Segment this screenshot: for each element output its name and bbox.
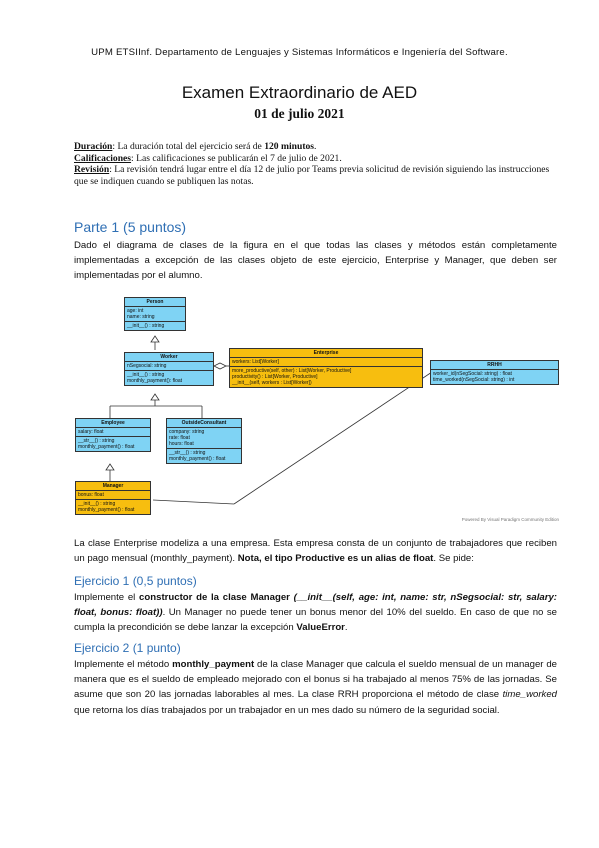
enterprise-description: La clase Enterprise modeliza a una empresa. Esta empresa consta de un conjunto de trabajadores que reciben un pago mensual (monthly_payment). Nota, el tipo Productive es un alias de float. Se pide:	[74, 538, 557, 565]
inherit-worker-arrow	[151, 394, 159, 400]
class-person: Person age: int name: string __init__() : string	[124, 297, 186, 331]
ejercicio1-text: Implemente el constructor de la clase Manager (__init__(self, age: int, name: str, nSegsocial: str, salary: float, bonus: float)). Un Manager no puede tener un bonus menor del 10% del sueldo. En caso de que no se cumpla la precondición se debe lanzar la excepción ValueError.	[74, 592, 558, 634]
class-rrhh: RRHH worker_id(nSegSocial: string) : float time_worked(nSegSocial: string) : int	[430, 360, 559, 385]
class-diagram	[74, 292, 559, 524]
class-enterprise: Enterprise workers: List[Worker] more_productive(self, other) : List[Worker, Productive] productivity() : List[Worker, Productive] __init__(self, workers : List[Worker])	[229, 348, 423, 388]
page-header: UPM ETSIInf. Departamento de Lenguajes y Sistemas Informáticos e Ingeniería del Software.	[91, 47, 508, 58]
inherit-person-arrow	[151, 336, 159, 342]
dependency-line	[234, 372, 432, 504]
exam-date: 01 de julio 2021	[254, 106, 345, 121]
class-employee: Employee salary: float __str__() : string monthly_payment() : float	[75, 418, 151, 452]
exam-title: Examen Extraordinario de AED	[181, 83, 418, 102]
parte1-intro: Dado el diagrama de clases de la figura en el que todas las clases y métodos están completamente implementadas a excepción de las clases objeto de este ejercicio, Enterprise y Manager, que deben ser implementadas por el alumno.	[74, 240, 557, 282]
exam-info	[74, 141, 557, 187]
parte1-heading: Parte 1 (5 puntos)	[74, 219, 187, 235]
class-outside-consultant: OutsideConsultant company: string rate: float hours: float __str__() : string monthly_payment() : float	[166, 418, 242, 464]
diagram-credit: Powered By Visual Paradigm Community Edition	[461, 517, 559, 522]
duration-line: Duración: La duración total del ejercicio será de 120 minutos.	[74, 141, 317, 152]
ejercicio1-heading: Ejercicio 1 (0,5 puntos)	[74, 574, 197, 588]
grades-line: Calificaciones: Las calificaciones se publicarán el 7 de julio de 2021.	[74, 152, 342, 164]
class-worker: Worker nSegsocial: string __init__() : string monthly_payment(): float	[124, 352, 214, 386]
ejercicio2-text: Implemente el método monthly_payment de la clase Manager que calcula el sueldo mensual de un manager de manera que es el sueldo de empleado mejorado con el bonus si ha trabajado al menos 75% de las jornadas. Se asume que son 20 las jornadas laborables al mes. La clase RRH proporciona el método de clase time_worked que retorna los días trabajados por un trabajador en un mes dado su número de la seguridad social.	[74, 659, 557, 716]
review-line: Revisión: La revisión tendrá lugar entre el día 12 de julio por Teams previa solicitud de revisión siguiendo las instrucciones que se indiquen cuando se publiquen las notas.	[74, 164, 550, 187]
class-manager: Manager bonus: float __init__() : string monthly_payment() : float	[75, 481, 151, 515]
inherit-employee-arrow	[106, 464, 114, 470]
aggregation-diamond	[214, 363, 226, 369]
ejercicio2-heading: Ejercicio 2 (1 punto)	[74, 641, 181, 655]
